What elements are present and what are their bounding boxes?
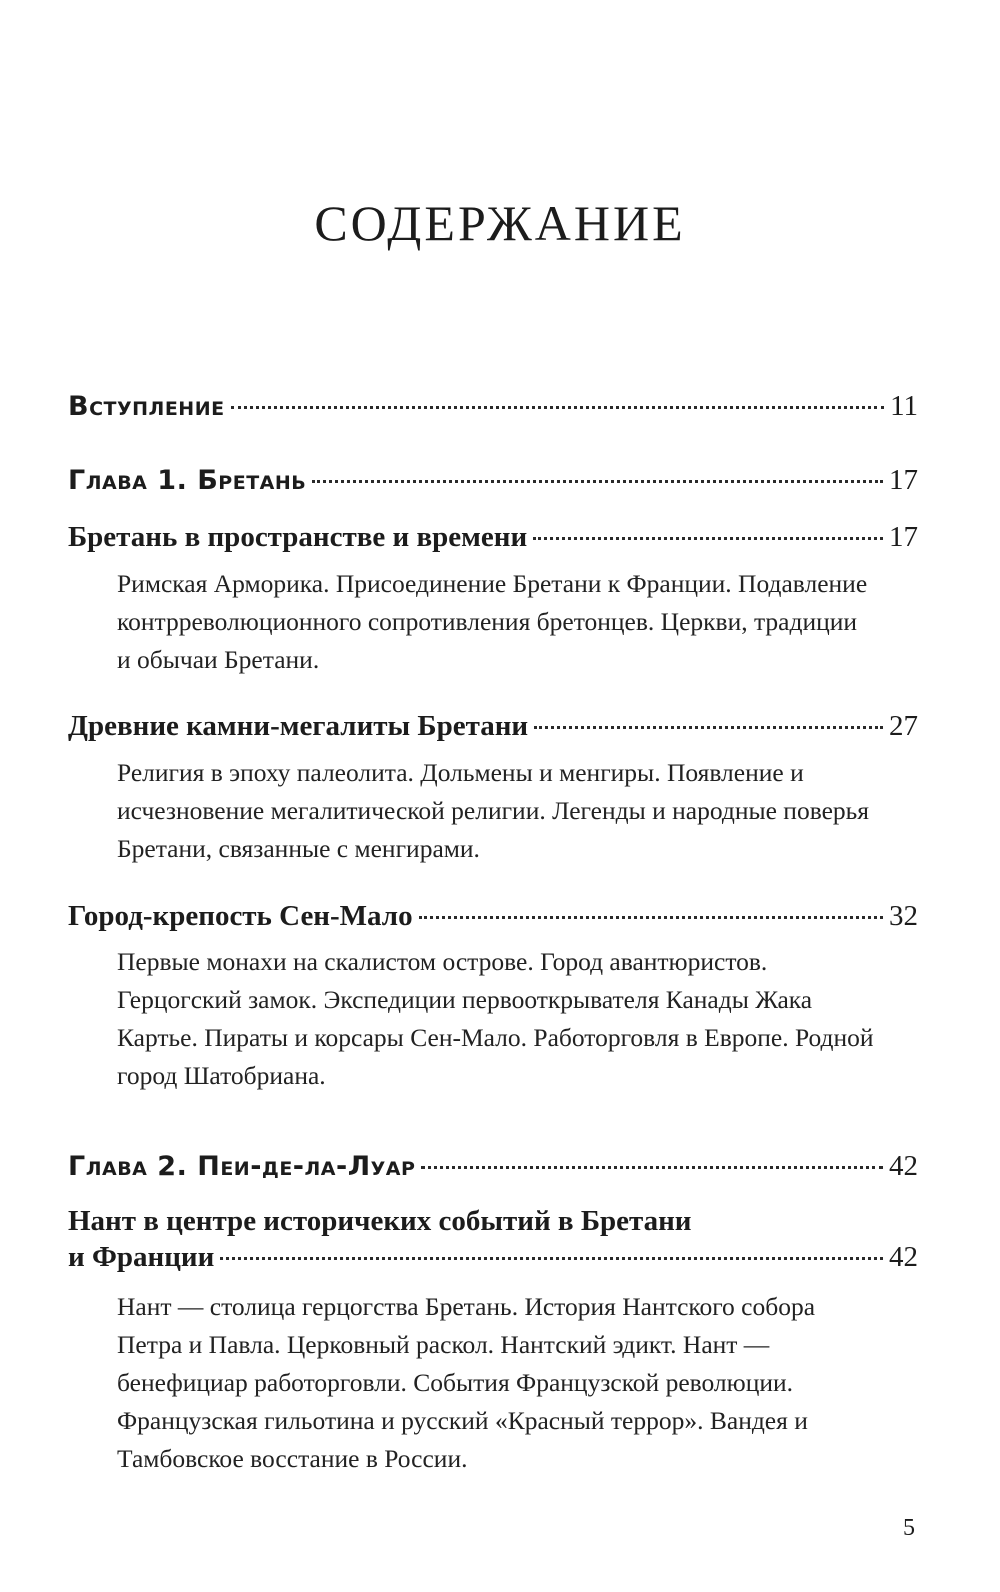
toc-entry-section-2: [68, 708, 918, 744]
toc-entry-section-4: [68, 1203, 918, 1275]
toc-entry-intro: [68, 388, 918, 425]
toc-entry-label: Глава 1. Бретань: [68, 465, 307, 496]
toc-page-number: 11: [890, 390, 918, 422]
toc-entry-label-line-1: Нант в центре историчеких событий в Бретани: [68, 1205, 692, 1237]
toc-entry-label: Город-крепость Сен-Мало: [68, 900, 413, 932]
toc-summary-section-3: Первые монахи на скалистом острове. Город авантюристов. Герцогский замок. Экспедиции первооткрывателя Канады Жака Картье. Пираты и корсары Сен-Мало. Работорговля в Европе. Родной город Шатобриана.: [117, 947, 874, 1090]
page-title: СОДЕРЖАНИЕ: [314, 194, 686, 251]
toc-summary-section-4: Нант — столица герцогства Бретань. История Нантского собора Петра и Павла. Церковный раскол. Нантский эдикт. Нант — бенефициар работорговли. События Французской революции. Французская гильотина и русский «Красный террор». Вандея и Тамбовское восстание в России.: [117, 1292, 816, 1473]
toc-page-number: 42: [889, 1150, 918, 1182]
toc-page-number: 32: [889, 900, 918, 932]
toc-entry-label: Вступление: [68, 391, 225, 422]
toc-entry-section-1: [68, 519, 918, 555]
toc-entry-chapter-1: [68, 462, 918, 499]
toc-page-number: 27: [889, 710, 918, 742]
toc-page-number: 17: [889, 464, 918, 496]
dot-leader: [231, 406, 884, 409]
toc-page-number: 42: [889, 1241, 918, 1273]
dot-leader: [220, 1257, 883, 1260]
dot-leader: [534, 726, 883, 729]
toc-summary-section-1: Римская Арморика. Присоединение Бретани к Франции. Подавление контрреволюционного сопротивления бретонцев. Церкви, традиции и обычаи Бретани.: [117, 569, 868, 674]
dot-leader: [421, 1166, 883, 1169]
dot-leader: [533, 537, 883, 540]
toc-page-number: 17: [889, 521, 918, 553]
dot-leader: [312, 480, 883, 483]
page-number: 5: [903, 1515, 915, 1541]
toc-entry-label: Древние камни-мегалиты Бретани: [68, 710, 529, 742]
toc-entry-chapter-2: [68, 1148, 918, 1185]
toc-summary-section-2: Религия в эпоху палеолита. Дольмены и менгиры. Появление и исчезновение мегалитической религии. Легенды и народные поверья Бретани, связанные с менгирами.: [117, 758, 870, 863]
toc-entry-label: Бретань в пространстве и времени: [68, 521, 528, 553]
toc-entry-label: Глава 2. Пеи-де-ла-Луар: [68, 1151, 416, 1182]
dot-leader: [419, 916, 883, 919]
toc-entry-section-3: [68, 898, 918, 934]
toc-entry-label-line-2: и Франции: [68, 1241, 215, 1273]
